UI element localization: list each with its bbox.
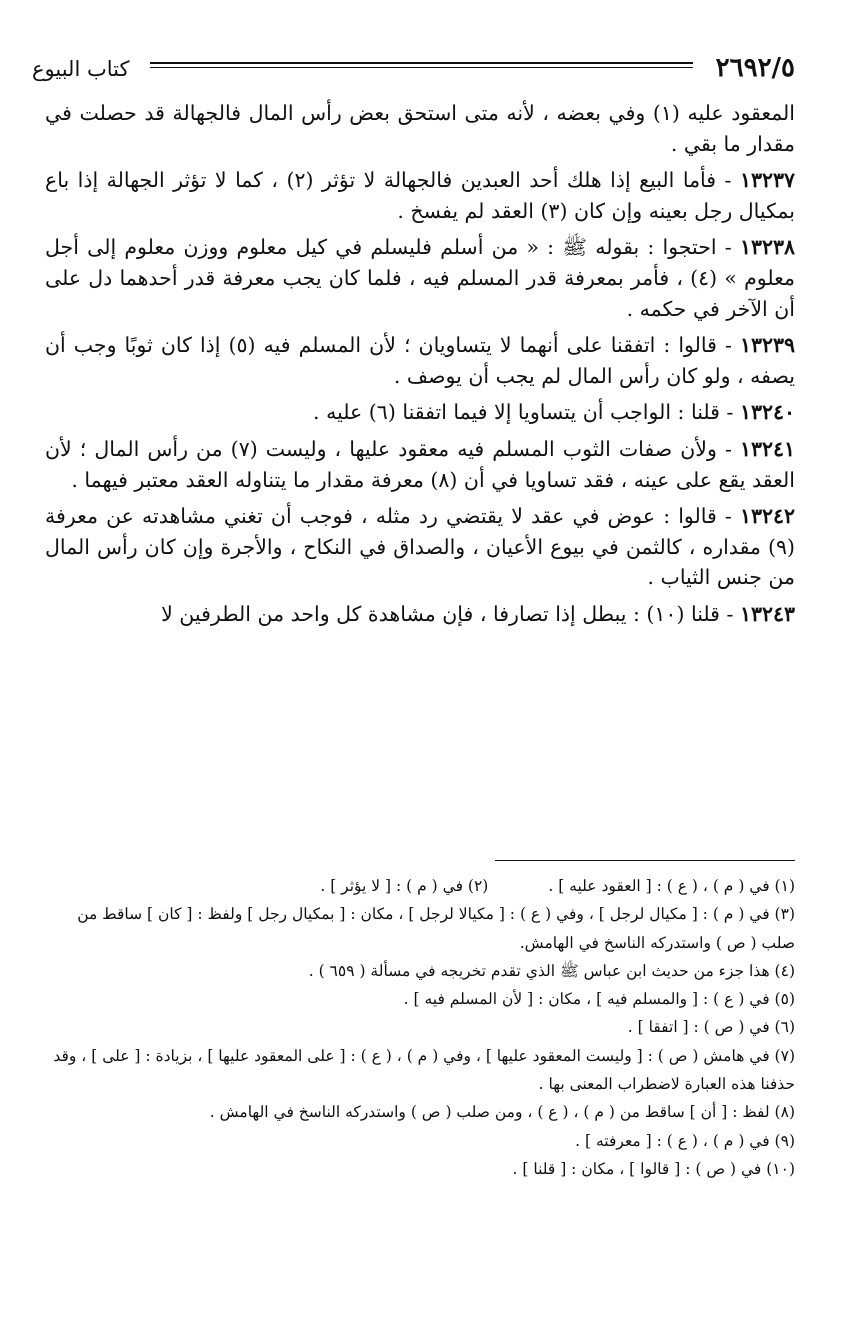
paragraph-13237 — [45, 165, 795, 226]
paragraph-13240 — [45, 397, 795, 428]
footnote-8: (٨) لفظ : [ أن ] ساقط من ( م ) ، ( ع ) ، ومن صلب ( ص ) واستدركه الناسخ في الهامش . — [209, 1103, 795, 1122]
issue-number: ١٣٢٤٠ — [739, 400, 795, 425]
paragraph-text: - قالوا : عوض في عقد لا يقتضي رد مثله ، فوجب أن تغني مشاهدته عن معرفة (٩) مقداره ، كالثمن في بيوع الأعيان ، والصداق في النكاح ، والأجرة وإن كان رأس المال من جنس الثياب . — [45, 504, 795, 590]
issue-number: ١٣٢٣٩ — [739, 333, 795, 358]
paragraph-13242 — [45, 501, 795, 593]
footnote-10: (١٠) في ( ص ) : [ قالوا ] ، مكان : [ قلنا ] . — [512, 1159, 795, 1178]
footnote-9: (٩) في ( م ) ، ( ع ) : [ معرفته ] . — [575, 1131, 795, 1150]
footnotes — [45, 872, 795, 1183]
footnote-4: (٤) هذا جزء من حديث ابن عباس ﷺ الذي تقدم تخريجه في مسألة ( ٦٥٩ ) . — [308, 961, 795, 980]
issue-number: ١٣٢٣٨ — [739, 235, 795, 260]
footnote-6: (٦) في ( ص ) : [ اتفقا ] . — [627, 1018, 795, 1037]
page-number: ٢٦٩٢/٥ — [715, 53, 795, 83]
footnote-1: (١) في ( م ) ، ( ع ) : [ العقود عليه ] . — [548, 877, 795, 895]
paragraph — [45, 98, 795, 159]
footnote-rule — [495, 860, 795, 861]
issue-number: ١٣٢٤٢ — [739, 504, 795, 529]
paragraph-13243 — [45, 599, 795, 630]
footnote-3: (٣) في ( م ) : [ مكيال لرجل ] ، وفي ( ع ) : [ مكيالا لرجل ] ، مكان : [ بمكيال رجل ] ولفظ : [ كان ] ساقط من صلب ( ص ) واستدركه الناسخ في الهامش. — [77, 905, 795, 952]
footnote-pair — [45, 872, 795, 900]
book-title: كتاب البيوع — [32, 57, 130, 81]
footnote-5: (٥) في ( ع ) : [ والمسلم فيه ] ، مكان : [ لأن المسلم فيه ] . — [403, 990, 795, 1009]
paragraph-13238 — [45, 232, 795, 324]
issue-number: ١٣٢٤١ — [739, 436, 795, 461]
issue-number: ١٣٢٣٧ — [739, 168, 795, 193]
paragraph-text: - فأما البيع إذا هلك أحد العبدين فالجهالة لا تؤثر (٢) ، كما لا تؤثر الجهالة إذا باع بمكيال رجل بعينه وإن كان (٣) العقد لم يفسخ . — [45, 168, 795, 223]
paragraph-text: المعقود عليه (١) وفي بعضه ، لأنه متى استحق بعض رأس المال فالجهالة قد حصلت في مقدار ما بقي . — [45, 101, 795, 156]
paragraph-text: - ولأن صفات الثوب المسلم فيه معقود عليها ، وليست (٧) من رأس المال ؛ لأن العقد يقع على عينه ، فقد تساويا في أن (٨) معرفة مقدار ما يتناوله العقد معتبر فيهما . — [45, 436, 795, 492]
paragraph-13241 — [45, 434, 795, 495]
issue-number: ١٣٢٤٣ — [739, 601, 795, 626]
paragraph-text: - قلنا (١٠) : يبطل إذا تصارفا ، فإن مشاهدة كل واحد من الطرفين لا — [161, 601, 740, 626]
paragraph-text: - قالوا : اتفقنا على أنهما لا يتساويان ؛ لأن المسلم فيه (٥) إذا كان ثوبًا وجب أن يصفه ، ولو كان رأس المال لم يجب أن يوصف . — [45, 333, 795, 388]
main-text — [45, 98, 795, 636]
footnote-2: (٢) في ( م ) : [ لا يؤثر ] . — [320, 877, 489, 895]
page-header — [32, 50, 795, 90]
paragraph-text: - قلنا : الواجب أن يتساويا إلا فيما اتفقنا (٦) عليه . — [313, 400, 740, 425]
paragraph-13239 — [45, 330, 795, 391]
header-rule — [150, 62, 693, 68]
footnote-7: (٧) في هامش ( ص ) : [ وليست المعقود عليها ] ، وفي ( م ) ، ( ع ) : [ على المعقود عليها ] ، بزيادة : [ على ] ، وقد حذفنا هذه العبارة لاضطراب المعنى بها . — [53, 1046, 795, 1094]
paragraph-text: - احتجوا : بقوله ﷺ : « من أسلم فليسلم في كيل معلوم ووزن معلوم إلى أجل معلوم » (٤) ، فأمر بمعرفة قدر المسلم فيه ، فلما كان يجب معرفة قدر أحدهما دل على أن الآخر في حكمه . — [45, 235, 796, 321]
